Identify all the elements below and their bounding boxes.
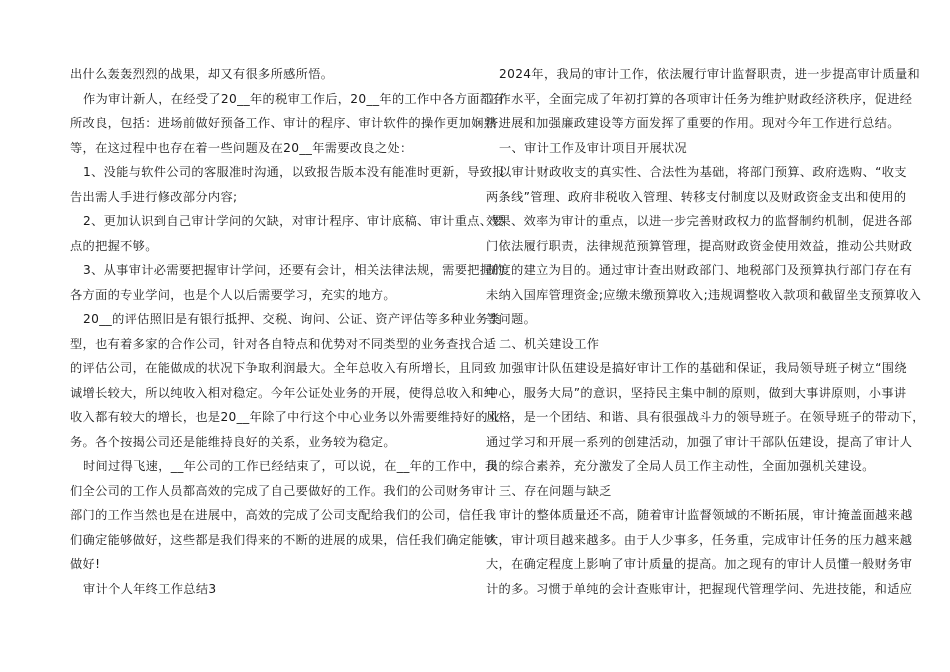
right-column-text-line: 等问题。 — [486, 312, 537, 326]
left-column-text-line: 出什么轰轰烈烈的战果，却又有很多所感所悟。 — [70, 67, 334, 81]
left-column-text-line: 3、从事审计必需要把握审计学问，还要有会计，相关法律法规，需要把握的 — [83, 263, 505, 277]
right-column-text-line: 济进展和加强廉政建设等方面发挥了重要的作用。现对今年工作进行总结。 — [486, 116, 900, 130]
right-column-text-line: 员的综合素养，充分激发了全局人员工作主动性，全面加强机关建设。 — [486, 459, 875, 473]
right-column-text-line: 二、机关建设工作 — [499, 336, 600, 351]
right-column-text-line: 制度的建立为目的。通过审计查出财政部门、地税部门及预算执行部门存在有 — [486, 263, 913, 277]
right-column-text-line: 大，在确定程度上影响了审计质量的提高。加之现有的审计人员懂一般财务审 — [486, 557, 913, 571]
right-column — [486, 62, 925, 601]
left-column — [70, 62, 505, 601]
right-column-text-line: 计的多。习惯于单纯的会计查账审计，把握现代管理学问、先进技能，和适应 — [486, 581, 913, 596]
left-column-text-line: 作为审计新人，在经受了20__年的税审工作后，20__年的工作中各方面都有 — [83, 91, 505, 106]
left-column-text-line: 1、没能与软件公司的客服准时沟通，以致报告版本没有能准时更新，导致报 — [83, 165, 505, 179]
right-column-text-line: 未纳入国库管理资金;应缴未缴预算收入;违规调整收入款项和截留坐支预算收入 — [486, 287, 922, 302]
left-column-text-line: 点的把握不够。 — [70, 238, 158, 253]
left-column-text-line: 型，也有着多家的合作公司，针对各自特点和优势对不同类型的业务查找合适 — [70, 336, 497, 351]
right-column-text-line: 加强审计队伍建设是搞好审计工作的基础和保证，我局领导班子树立“围绕 — [499, 361, 907, 375]
left-column-text-line: 时间过得飞速，__年公司的工作已经结束了，可以说，在__年的工作中，我 — [83, 459, 498, 473]
right-column-text-line: 效果、效率为审计的重点，以进一步完善财政权力的监督制约机制，促进各部 — [486, 214, 913, 228]
right-column-text-line: 中心，服务大局”的意识，坚持民主集中制的原则，做到大事讲原则，小事讲 — [486, 385, 907, 400]
left-column-text-line: 所改良，包括：进场前做好预备工作、审计的程序、审计软件的操作更加娴熟 — [70, 116, 497, 130]
left-column-text-line: 各方面的专业学问，也是个人以后需要学习，充实的地方。 — [70, 287, 396, 302]
right-column-text-line: 工作水平，全面完成了年初打算的各项审计任务为维护财政经济秩序，促进经 — [486, 91, 913, 106]
right-column-text-line: 门依法履行职责，法律规范预算管理，提高财政资金使用效益，推动公共财政 — [486, 238, 913, 253]
right-column-text-line: 三、存在问题与缺乏 — [499, 483, 612, 498]
left-column-text-line: 们确定能够做好，这些都是我们得来的不断的进展的成果，信任我们确定能够 — [70, 532, 497, 547]
left-column-text-line: 20__的评估照旧是有银行抵押、交税、询问、公证、资产评估等多种业务类 — [83, 312, 501, 326]
left-column-text-line: 等，在这过程中也存在着一些问题及在20__年需要改良之处： — [70, 140, 413, 155]
left-column-text-line: 们全公司的工作人员都高效的完成了自己要做好的工作。我们的公司财务审计 — [70, 483, 497, 498]
right-column-text-line: 2024年，我局的审计工作，依法履行审计监督职责，进一步提高审计质量和 — [499, 67, 921, 81]
left-column-text-line: 告出需人手进行修改部分内容; — [70, 189, 238, 204]
left-column-text-line: 的评估公司，在能做成的状况下争取利润最大。全年总收入有所增长，且同致 — [70, 361, 497, 375]
left-column-text-line: 审计个人年终工作总结3 — [83, 581, 217, 596]
right-column-text-line: 风格，是一个团结、和谐、具有很强战斗力的领导班子。在领导班子的带动下， — [486, 410, 925, 424]
right-column-text-line: 通过学习和开展一系列的创建活动，加强了审计干部队伍建设，提高了审计人 — [486, 434, 913, 449]
right-column-text-line: 以审计财政收支的真实性、合法性为基础，将部门预算、政府选购、“收支 — [499, 165, 907, 179]
right-column-text-line: 两条线”管理、政府非税收入管理、转移支付制度以及财政资金支出和使用的 — [486, 189, 907, 204]
left-column-text-line: 务。各个按揭公司还是能维持良好的关系，业务较为稳定。 — [70, 434, 396, 449]
right-column-text-line: 审计的整体质量还不高，随着审计监督领域的不断拓展，审计掩盖面越来越 — [499, 508, 913, 522]
left-column-text-line: 做好! — [70, 557, 101, 571]
right-column-text-line: 大，审计项目越来越多。由于人少事多，任务重，完成审计任务的压力越来越 — [486, 532, 913, 547]
right-column-text-line: 一、审计工作及审计项目开展状况 — [499, 140, 688, 155]
left-column-text-line: 2、更加认识到自己审计学问的欠缺，对审计程序、审计底稿、审计重点、要 — [83, 214, 505, 228]
left-column-text-line: 收入都有较大的增长，也是20__年除了中行这个中心业务以外需要维持好的业 — [70, 410, 501, 424]
left-column-text-line: 诚增长较大，所以纯收入相对稳定。今年公证处业务的开展，使得总收入和纯 — [70, 385, 497, 400]
left-column-text-line: 部门的工作当然也是在进展中，高效的完成了公司支配给我们的公司，信任我 — [70, 508, 497, 522]
